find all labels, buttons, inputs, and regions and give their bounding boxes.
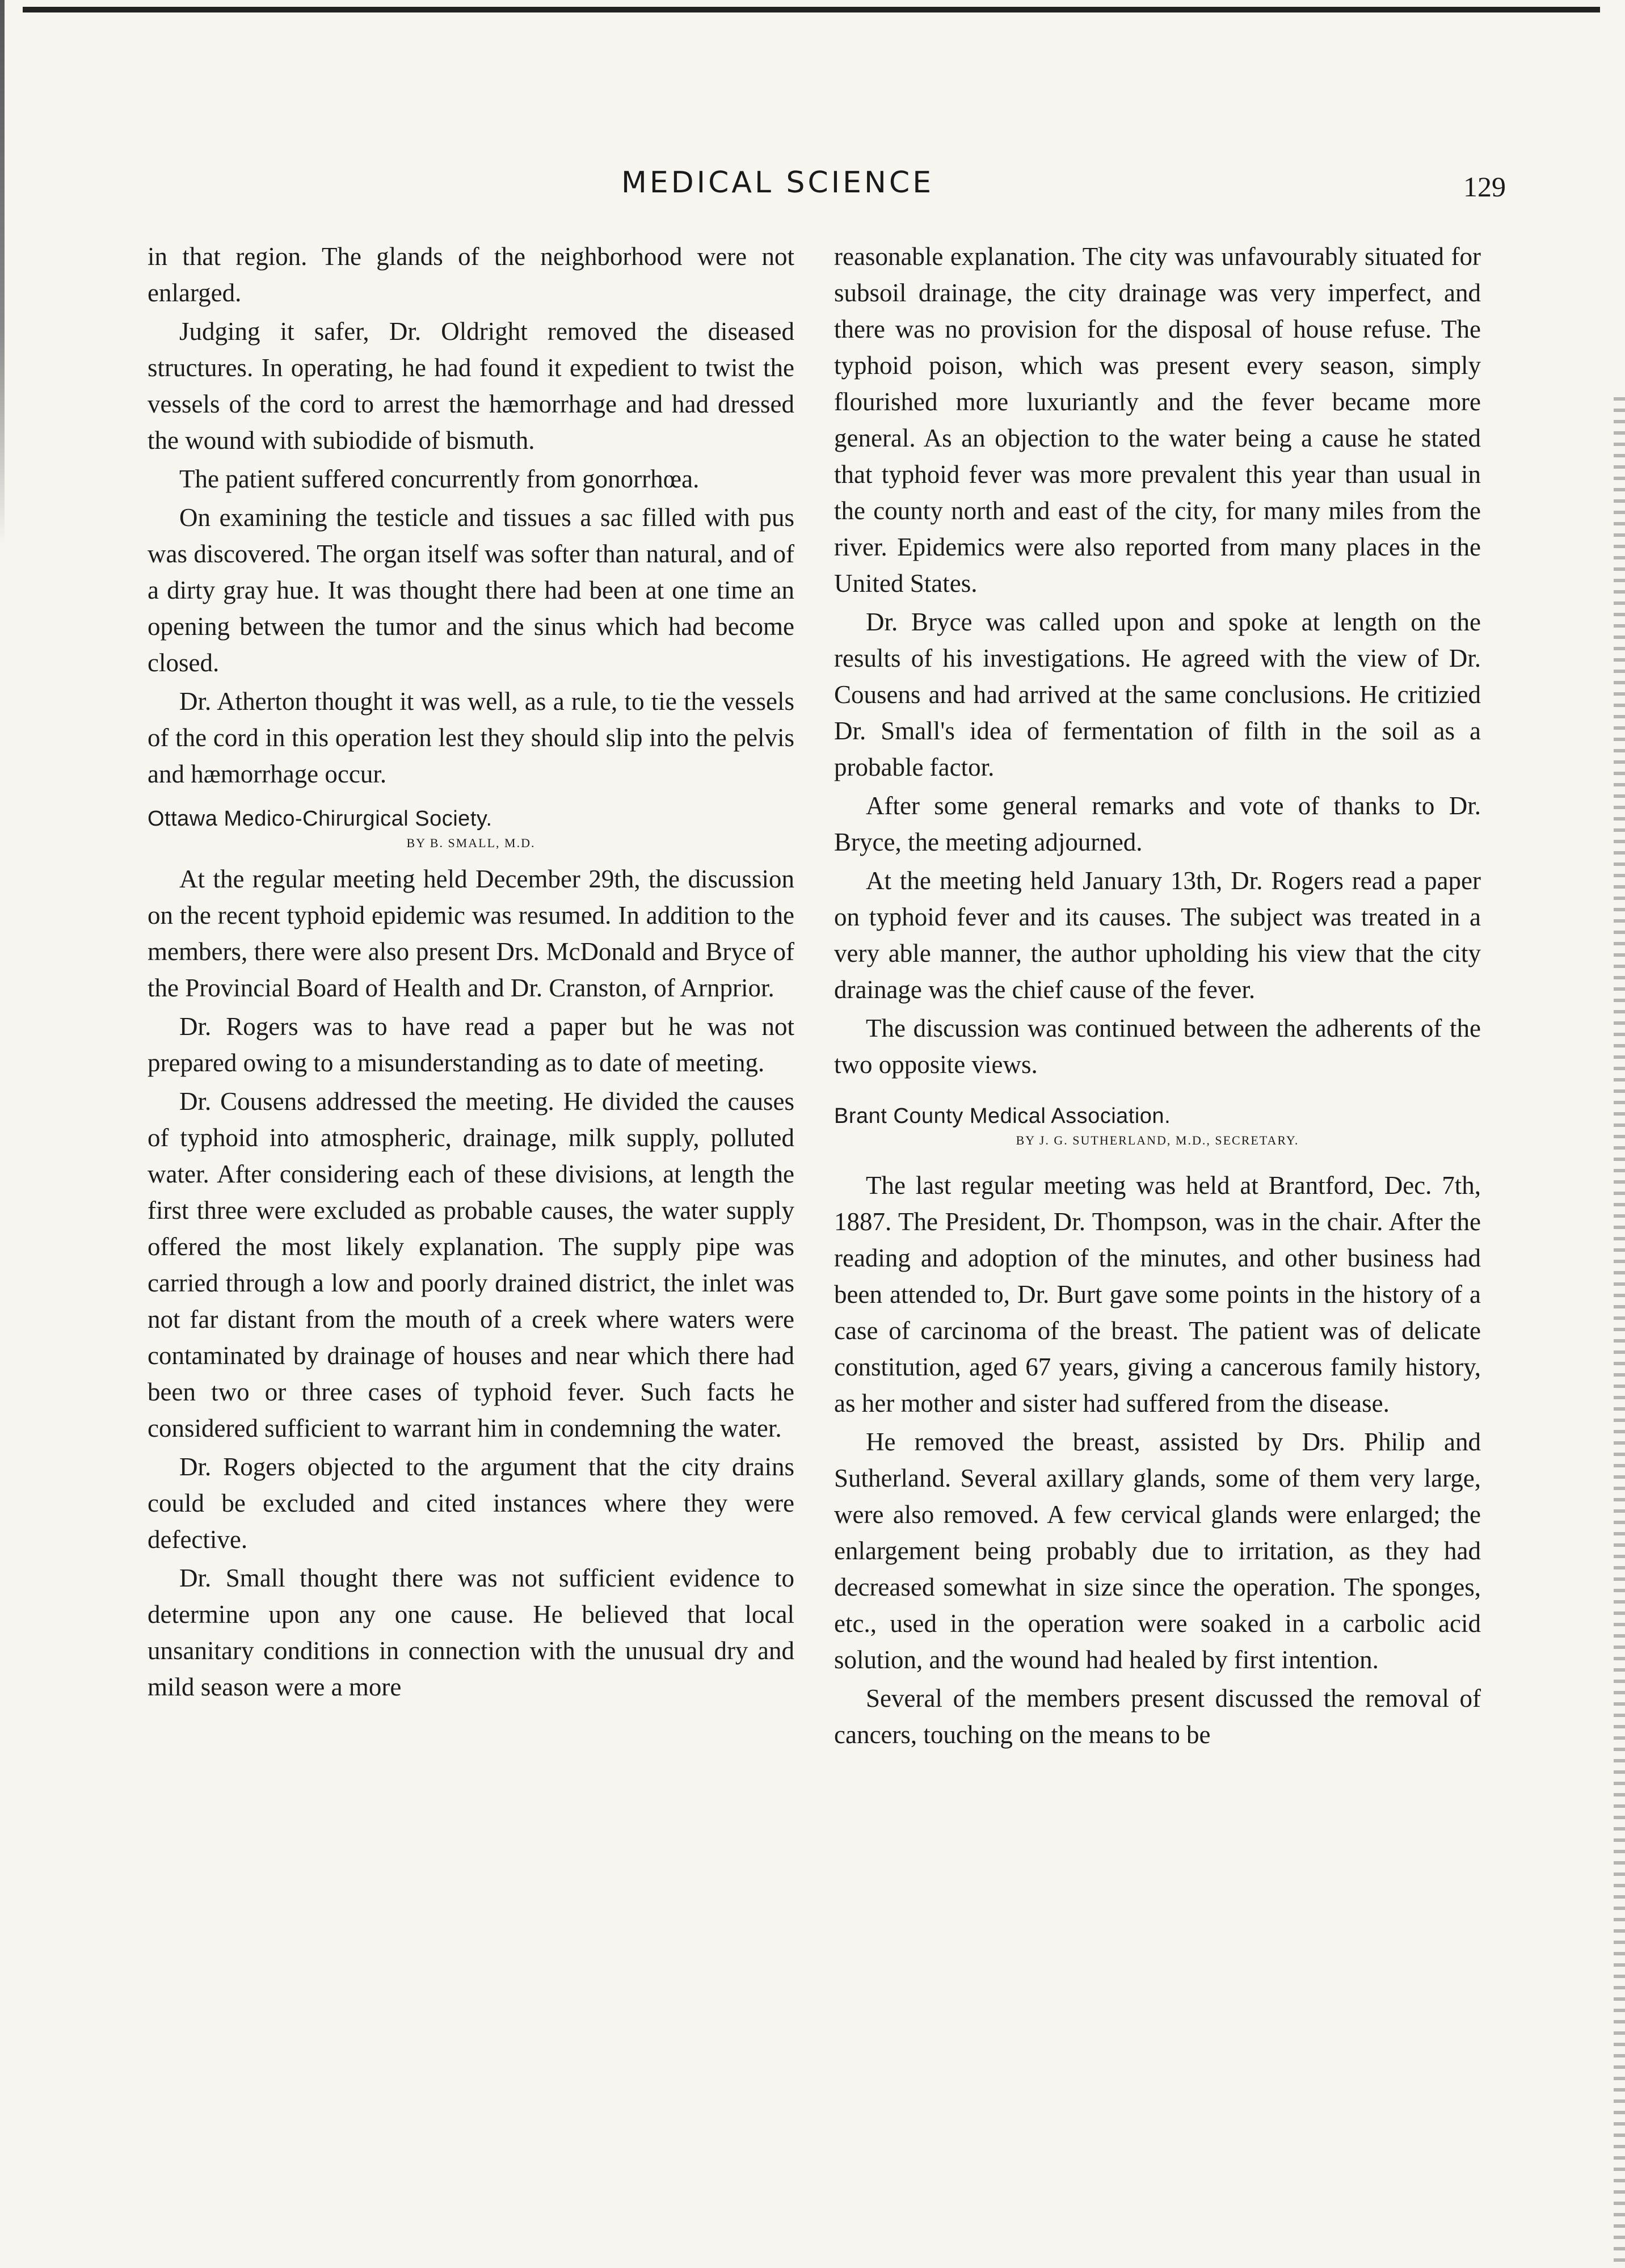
left-column bbox=[148, 238, 794, 1705]
paragraph: Dr. Rogers was to have read a paper but he was not prepared owing to a misunderstanding as to date of meeting. bbox=[148, 1012, 794, 1077]
paragraph: At the regular meeting held December 29th, the discussion on the recent typhoid epidemic was resumed. In addition to the members, there were also present Drs. McDonald and Bryce of the Provincial Board of Health and Dr. Cranston, of Arnprior. bbox=[148, 865, 794, 1002]
paragraph: At the meeting held January 13th, Dr. Rogers read a paper on typhoid fever and its causes. The subject was treated in a very able manner, the author upholding his view that the city drainage was the chief cause of the fever. bbox=[834, 866, 1481, 1004]
page-number: 129 bbox=[1463, 171, 1506, 203]
paragraph: Judging it safer, Dr. Oldright removed the diseased structures. In operating, he had found it expedient to twist the vessels of the cord to arrest the hæmorrhage and had dressed the wound with subiodide of bismuth. bbox=[148, 317, 794, 455]
running-header: MEDICAL SCIENCE bbox=[621, 166, 934, 200]
paragraph: Dr. Atherton thought it was well, as a rule, to tie the vessels of the cord in this operation lest they should slip into the pelvis and hæmorrhage occur. bbox=[148, 687, 794, 788]
paragraph: After some general remarks and vote of thanks to Dr. Bryce, the meeting adjourned. bbox=[834, 792, 1481, 856]
paragraph: The patient suffered concurrently from gonorrhœa. bbox=[179, 465, 700, 493]
paragraph: Dr. Cousens addressed the meeting. He divided the causes of typhoid into atmospheric, drainage, milk supply, polluted water. After considering each of these divisions, at length the first three were excluded as probable causes, the water supply offered the most likely explanation. The supply pipe was carried through a low and poorly drained district, the inlet was not far distant from the mouth of a creek where waters were contaminated by drainage of houses and near which there had been two or three cases of typhoid fever. Such facts he considered sufficient to warrant him in condemning the water. bbox=[148, 1087, 794, 1442]
section-heading-brant: Brant County Medical Association. bbox=[834, 1104, 1171, 1128]
paragraph: Dr. Rogers objected to the argument that the city drains could be excluded and cited instances where they were defective. bbox=[148, 1453, 794, 1554]
section-heading-ottawa: Ottawa Medico-Chirurgical Society. bbox=[148, 807, 492, 831]
paragraph: Several of the members present discussed the removal of cancers, touching on the means to be bbox=[834, 1684, 1481, 1749]
paragraph: The discussion was continued between the adherents of the two opposite views. bbox=[834, 1014, 1481, 1079]
right-page-edge bbox=[1614, 397, 1625, 2268]
top-border-rule bbox=[23, 7, 1600, 12]
section-byline-brant: BY J. G. SUTHERLAND, M.D., SECRETARY. bbox=[1016, 1133, 1299, 1147]
paragraph: On examining the testicle and tissues a sac filled with pus was discovered. The organ itself was softer than natural, and of a dirty gray hue. It was thought there had been at one time an opening between the tumor and the sinus which had become closed. bbox=[148, 503, 794, 677]
paragraph: The last regular meeting was held at Brantford, Dec. 7th, 1887. The President, Dr. Thompson, was in the chair. After the reading and adoption of the minutes, and other business had been attended to, Dr. Burt gave some points in the history of a case of carcinoma of the breast. The patient was of delicate constitution, aged 67 years, giving a cancerous family history, as her mother and sister had suffered from the disease. bbox=[834, 1171, 1481, 1417]
paragraph: He removed the breast, assisted by Drs. Philip and Sutherland. Several axillary glands, some of them very large, were also removed. A few cervical glands were enlarged; the enlargement being probably due to irritation, as they had decreased somewhat in size since the operation. The sponges, etc., used in the operation were soaked in a carbolic acid solution, and the wound had healed by first intention. bbox=[834, 1428, 1481, 1674]
left-page-edge bbox=[0, 0, 5, 545]
section-byline-ottawa: BY B. SMALL, M.D. bbox=[406, 836, 536, 850]
paragraph: in that region. The glands of the neighborhood were not enlarged. bbox=[148, 242, 794, 307]
right-column bbox=[834, 238, 1481, 1753]
paragraph: Dr. Small thought there was not sufficient evidence to determine upon any one cause. He believed that local unsanitary conditions in connection with the unusual dry and mild season were a more bbox=[148, 1564, 794, 1701]
paragraph: reasonable explanation. The city was unfavourably situated for subsoil drainage, the city drainage was very imperfect, and there was no provision for the disposal of house refuse. The typhoid poison, which was present every season, simply flourished more luxuriantly and the fever became more general. As an objection to the water being a cause he stated that typhoid fever was more prevalent this year than usual in the county north and east of the city, for many miles from the river. Epidemics were also reported from many places in the United States. bbox=[834, 242, 1481, 597]
paragraph: Dr. Bryce was called upon and spoke at length on the results of his investigations. He agreed with the view of Dr. Cousens and had arrived at the same conclusions. He critizied Dr. Small's idea of fermentation of filth in the soil as a probable factor. bbox=[834, 608, 1481, 781]
